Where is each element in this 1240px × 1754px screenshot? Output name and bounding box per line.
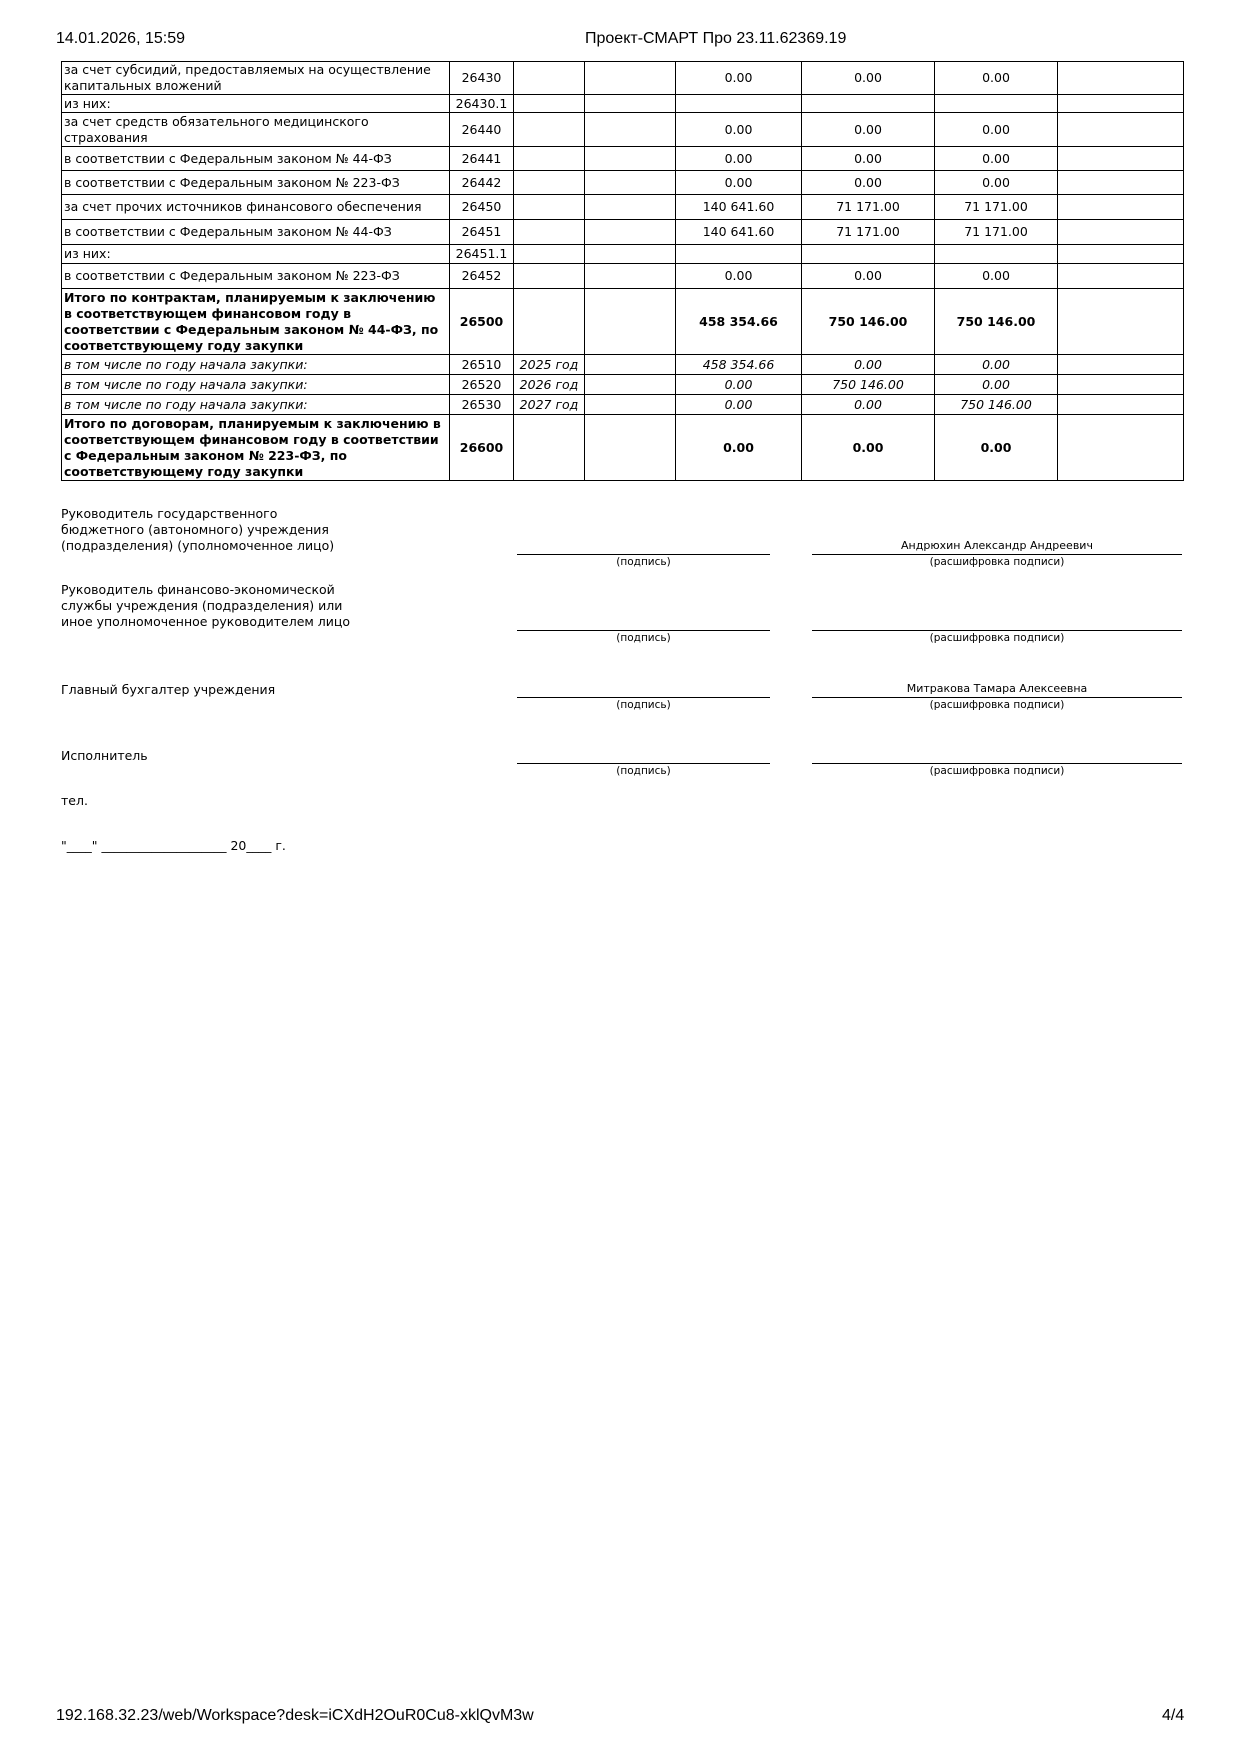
row-year: [514, 171, 585, 195]
row-value-1: 458 354.66: [676, 289, 802, 355]
row-code: 26441: [450, 147, 514, 171]
row-code: 26510: [450, 355, 514, 375]
row-col8: [1058, 171, 1184, 195]
row-value-2: 750 146.00: [802, 289, 935, 355]
head-name: Андрюхин Александр Андреевич: [901, 539, 1093, 552]
row-value-2: 0.00: [802, 264, 935, 289]
row-value-3: 0.00: [935, 113, 1058, 147]
row-value-1: 0.00: [676, 395, 802, 415]
row-year: [514, 264, 585, 289]
row-value-2: [802, 245, 935, 264]
row-value-1: [676, 95, 802, 113]
table-row-total-44fz: [62, 289, 1184, 355]
row-code: 26430: [450, 62, 514, 95]
row-value-2: 0.00: [802, 395, 935, 415]
row-label: в соответствии с Федеральным законом № 223-ФЗ: [62, 264, 450, 289]
head-signature-line: [517, 554, 770, 555]
row-value-2: 750 146.00: [802, 375, 935, 395]
row-col8: [1058, 264, 1184, 289]
row-col8: [1058, 395, 1184, 415]
row-value-3: [935, 245, 1058, 264]
executor-name-line: [812, 763, 1182, 764]
row-value-3: 71 171.00: [935, 220, 1058, 245]
row-code: 26451: [450, 220, 514, 245]
row-value-1: 0.00: [676, 415, 802, 481]
row-label: в соответствии с Федеральным законом № 223-ФЗ: [62, 171, 450, 195]
row-value-3: 0.00: [935, 355, 1058, 375]
row-label: из них:: [62, 95, 450, 113]
report-table: [61, 61, 1184, 481]
row-value-2: [802, 95, 935, 113]
row-label: в том числе по году начала закупки:: [62, 355, 450, 375]
decode-caption: (расшифровка подписи): [929, 765, 1065, 777]
table-row: [62, 147, 1184, 171]
fin-name-line: [812, 630, 1182, 631]
row-code: 26430.1: [450, 95, 514, 113]
row-value-1: [676, 245, 802, 264]
row-col4: [585, 220, 676, 245]
row-value-3: 0.00: [935, 171, 1058, 195]
document-title: Проект-СМАРТ Про 23.11.62369.19: [585, 30, 847, 47]
row-label: за счет прочих источников финансового обеспечения: [62, 195, 450, 220]
head-name-line: [812, 554, 1182, 555]
row-year: 2027 год: [514, 395, 585, 415]
row-label: в соответствии с Федеральным законом № 44-ФЗ: [62, 147, 450, 171]
row-col4: [585, 95, 676, 113]
accountant-name: Митракова Тамара Алексеевна: [906, 682, 1088, 695]
row-code: 26440: [450, 113, 514, 147]
row-value-3: 750 146.00: [935, 289, 1058, 355]
head-signature-label: Руководитель государственного бюджетного (автономного) учреждения (подразделения) (уполномоченное лицо): [61, 506, 335, 553]
sign-caption: (подпись): [616, 632, 671, 644]
row-col4: [585, 113, 676, 147]
decode-caption: (расшифровка подписи): [929, 556, 1065, 568]
table-row: [62, 62, 1184, 95]
row-col8: [1058, 289, 1184, 355]
fin-signature-label: Руководитель финансово-экономической службы учреждения (подразделения) или иное уполномоченное руководителем лицо: [61, 582, 351, 629]
table-row: [62, 245, 1184, 264]
row-value-3: [935, 95, 1058, 113]
row-col8: [1058, 375, 1184, 395]
row-value-2: 0.00: [802, 62, 935, 95]
row-year: [514, 195, 585, 220]
row-label: в соответствии с Федеральным законом № 44-ФЗ: [62, 220, 450, 245]
row-year: [514, 62, 585, 95]
row-year: 2026 год: [514, 375, 585, 395]
decode-caption: (расшифровка подписи): [929, 699, 1065, 711]
row-label: из них:: [62, 245, 450, 264]
executor-signature-line: [517, 763, 770, 764]
row-value-3: 750 146.00: [935, 395, 1058, 415]
row-code: 26451.1: [450, 245, 514, 264]
phone-label: тел.: [61, 793, 88, 808]
row-label: в том числе по году начала закупки:: [62, 395, 450, 415]
row-value-2: 0.00: [802, 171, 935, 195]
row-code: 26450: [450, 195, 514, 220]
row-value-1: 0.00: [676, 147, 802, 171]
row-col8: [1058, 220, 1184, 245]
page-number: 4/4: [1162, 1707, 1185, 1724]
row-col8: [1058, 415, 1184, 481]
row-col8: [1058, 62, 1184, 95]
row-col4: [585, 245, 676, 264]
row-label: за счет субсидий, предоставляемых на осуществление капитальных вложений: [62, 62, 450, 95]
row-value-1: 0.00: [676, 264, 802, 289]
print-datetime: 14.01.2026, 15:59: [56, 30, 186, 47]
row-label: Итого по договорам, планируемым к заключению в соответствующем финансовом году в соответствии с Федеральным законом № 223-ФЗ, по соответствующему году закупки: [62, 415, 450, 481]
sign-caption: (подпись): [616, 556, 671, 568]
table-row: [62, 395, 1184, 415]
row-value-1: 0.00: [676, 171, 802, 195]
row-value-1: 0.00: [676, 62, 802, 95]
row-col4: [585, 375, 676, 395]
row-value-1: 0.00: [676, 113, 802, 147]
row-col8: [1058, 95, 1184, 113]
row-value-3: 71 171.00: [935, 195, 1058, 220]
row-value-2: 71 171.00: [802, 195, 935, 220]
table-row: [62, 355, 1184, 375]
row-col8: [1058, 113, 1184, 147]
row-value-1: 458 354.66: [676, 355, 802, 375]
row-col4: [585, 147, 676, 171]
accountant-signature-line: [517, 697, 770, 698]
row-col4: [585, 171, 676, 195]
row-col4: [585, 264, 676, 289]
row-year: [514, 113, 585, 147]
row-value-3: 0.00: [935, 147, 1058, 171]
row-year: [514, 147, 585, 171]
row-code: 26600: [450, 415, 514, 481]
row-col4: [585, 355, 676, 375]
row-col4: [585, 289, 676, 355]
row-code: 26500: [450, 289, 514, 355]
row-value-1: 140 641.60: [676, 195, 802, 220]
row-year: [514, 289, 585, 355]
row-value-3: 0.00: [935, 264, 1058, 289]
row-value-2: 0.00: [802, 355, 935, 375]
row-year: [514, 245, 585, 264]
row-col4: [585, 62, 676, 95]
row-value-1: 140 641.60: [676, 220, 802, 245]
sign-caption: (подпись): [616, 699, 671, 711]
row-code: 26520: [450, 375, 514, 395]
table-row: [62, 95, 1184, 113]
row-value-2: 0.00: [802, 147, 935, 171]
row-value-3: 0.00: [935, 375, 1058, 395]
row-code: 26452: [450, 264, 514, 289]
accountant-signature-label: Главный бухгалтер учреждения: [61, 682, 276, 697]
executor-signature-label: Исполнитель: [61, 748, 148, 763]
row-col8: [1058, 195, 1184, 220]
row-col8: [1058, 147, 1184, 171]
row-col4: [585, 195, 676, 220]
table-row-total-223fz: [62, 415, 1184, 481]
row-value-3: 0.00: [935, 62, 1058, 95]
table-row: [62, 113, 1184, 147]
table-row: [62, 375, 1184, 395]
row-col8: [1058, 245, 1184, 264]
row-label: в том числе по году начала закупки:: [62, 375, 450, 395]
row-value-3: 0.00: [935, 415, 1058, 481]
accountant-name-line: [812, 697, 1182, 698]
row-col4: [585, 415, 676, 481]
row-value-2: 0.00: [802, 113, 935, 147]
row-col4: [585, 395, 676, 415]
table-row: [62, 264, 1184, 289]
table-row: [62, 220, 1184, 245]
fin-signature-line: [517, 630, 770, 631]
decode-caption: (расшифровка подписи): [929, 632, 1065, 644]
row-value-2: 71 171.00: [802, 220, 935, 245]
footer-url: 192.168.32.23/web/Workspace?desk=iCXdH2OuR0Cu8-xklQvM3w: [56, 1707, 534, 1724]
row-year: [514, 95, 585, 113]
row-col8: [1058, 355, 1184, 375]
row-year: [514, 220, 585, 245]
row-year: 2025 год: [514, 355, 585, 375]
row-value-1: 0.00: [676, 375, 802, 395]
date-line: "____" ____________________ 20____ г.: [61, 838, 286, 853]
table-row: [62, 195, 1184, 220]
row-code: 26530: [450, 395, 514, 415]
row-code: 26442: [450, 171, 514, 195]
row-value-2: 0.00: [802, 415, 935, 481]
row-label: за счет средств обязательного медицинского страхования: [62, 113, 450, 147]
table-row: [62, 171, 1184, 195]
sign-caption: (подпись): [616, 765, 671, 777]
row-label: Итого по контрактам, планируемым к заключению в соответствующем финансовом году в соответствии с Федеральным законом № 44-ФЗ, по соответствующему году закупки: [62, 289, 450, 355]
row-year: [514, 415, 585, 481]
